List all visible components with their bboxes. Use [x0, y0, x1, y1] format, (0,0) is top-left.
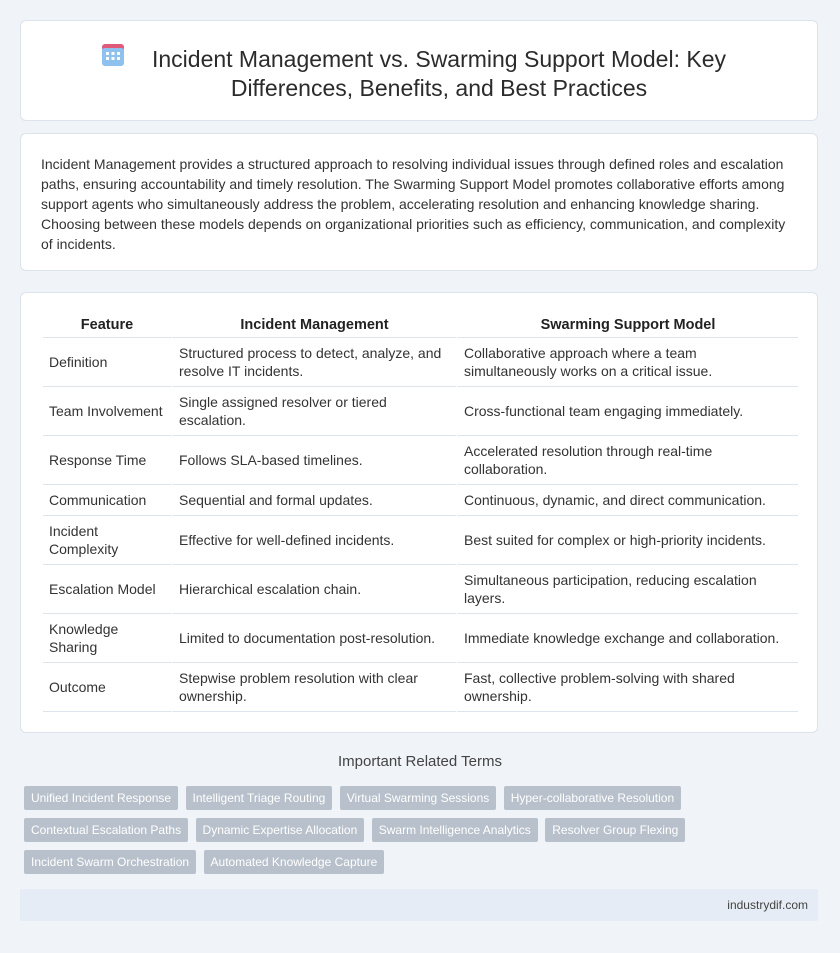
- swarming-cell: Accelerated resolution through real-time collaboration.: [456, 436, 798, 485]
- related-term-tag[interactable]: Swarm Intelligence Analytics: [372, 818, 538, 842]
- intro-card: [20, 133, 818, 271]
- incident-cell: Single assigned resolver or tiered escalation.: [171, 387, 456, 436]
- table-row: [43, 436, 798, 485]
- related-term-tag[interactable]: Hyper-collaborative Resolution: [504, 786, 681, 810]
- title-card: [20, 20, 818, 121]
- swarming-cell: Simultaneous participation, reducing escalation layers.: [456, 565, 798, 614]
- table-row: [43, 338, 798, 387]
- incident-cell: Structured process to detect, analyze, and resolve IT incidents.: [171, 338, 456, 387]
- incident-cell: Sequential and formal updates.: [171, 485, 456, 516]
- header-incident-management: Incident Management: [171, 313, 456, 338]
- incident-cell: Effective for well-defined incidents.: [171, 516, 456, 565]
- related-term-tag[interactable]: Intelligent Triage Routing: [186, 786, 333, 810]
- header-swarming-support-model: Swarming Support Model: [456, 313, 798, 338]
- table-row: [43, 614, 798, 663]
- table-row: [43, 565, 798, 614]
- swarming-cell: Fast, collective problem-solving with shared ownership.: [456, 663, 798, 712]
- feature-cell: Communication: [43, 485, 171, 516]
- feature-cell: Team Involvement: [43, 387, 171, 436]
- table-row: [43, 663, 798, 712]
- related-term-tag[interactable]: Unified Incident Response: [24, 786, 178, 810]
- swarming-cell: Best suited for complex or high-priority incidents.: [456, 516, 798, 565]
- related-terms-heading: Important Related Terms: [338, 753, 502, 770]
- related-term-tag[interactable]: Automated Knowledge Capture: [204, 850, 385, 874]
- feature-cell: Definition: [43, 338, 171, 387]
- related-terms-list: [24, 786, 804, 882]
- swarming-cell: Immediate knowledge exchange and collaboration.: [456, 614, 798, 663]
- footer-bar: [20, 889, 818, 921]
- incident-cell: Hierarchical escalation chain.: [171, 565, 456, 614]
- swarming-cell: Cross-functional team engaging immediately.: [456, 387, 798, 436]
- comparison-card: [20, 292, 818, 733]
- intro-paragraph: Incident Management provides a structured approach to resolving individual issues through defined roles and escalation paths, ensuring accountability and timely resolution. The Swarming Support Model promotes collaborative efforts among support agents who simultaneously address the problem, accelerating resolution and enhancing knowledge sharing. Choosing between these models depends on organizational priorities such as efficiency, communication, and complexity of incidents.: [41, 156, 786, 252]
- related-term-tag[interactable]: Virtual Swarming Sessions: [340, 786, 497, 810]
- feature-cell: Escalation Model: [43, 565, 171, 614]
- table-row: [43, 516, 798, 565]
- feature-cell: Incident Complexity: [43, 516, 171, 565]
- swarming-cell: Continuous, dynamic, and direct communication.: [456, 485, 798, 516]
- swarming-cell: Collaborative approach where a team simultaneously works on a critical issue.: [456, 338, 798, 387]
- footer-site-link[interactable]: industrydif.com: [727, 898, 808, 912]
- related-term-tag[interactable]: Dynamic Expertise Allocation: [196, 818, 365, 842]
- feature-cell: Outcome: [43, 663, 171, 712]
- page-title: Incident Management vs. Swarming Support Model: Key Differences, Benefits, and Best Practices: [151, 46, 726, 101]
- related-term-tag[interactable]: Resolver Group Flexing: [545, 818, 685, 842]
- incident-cell: Limited to documentation post-resolution.: [171, 614, 456, 663]
- incident-cell: Stepwise problem resolution with clear ownership.: [171, 663, 456, 712]
- table-row: [43, 485, 798, 516]
- incident-cell: Follows SLA-based timelines.: [171, 436, 456, 485]
- feature-cell: Response Time: [43, 436, 171, 485]
- table-row: [43, 387, 798, 436]
- feature-cell: Knowledge Sharing: [43, 614, 171, 663]
- header-feature: Feature: [43, 313, 171, 338]
- related-term-tag[interactable]: Incident Swarm Orchestration: [24, 850, 196, 874]
- table-header-row: [43, 313, 798, 338]
- related-term-tag[interactable]: Contextual Escalation Paths: [24, 818, 188, 842]
- comparison-table: [43, 313, 798, 712]
